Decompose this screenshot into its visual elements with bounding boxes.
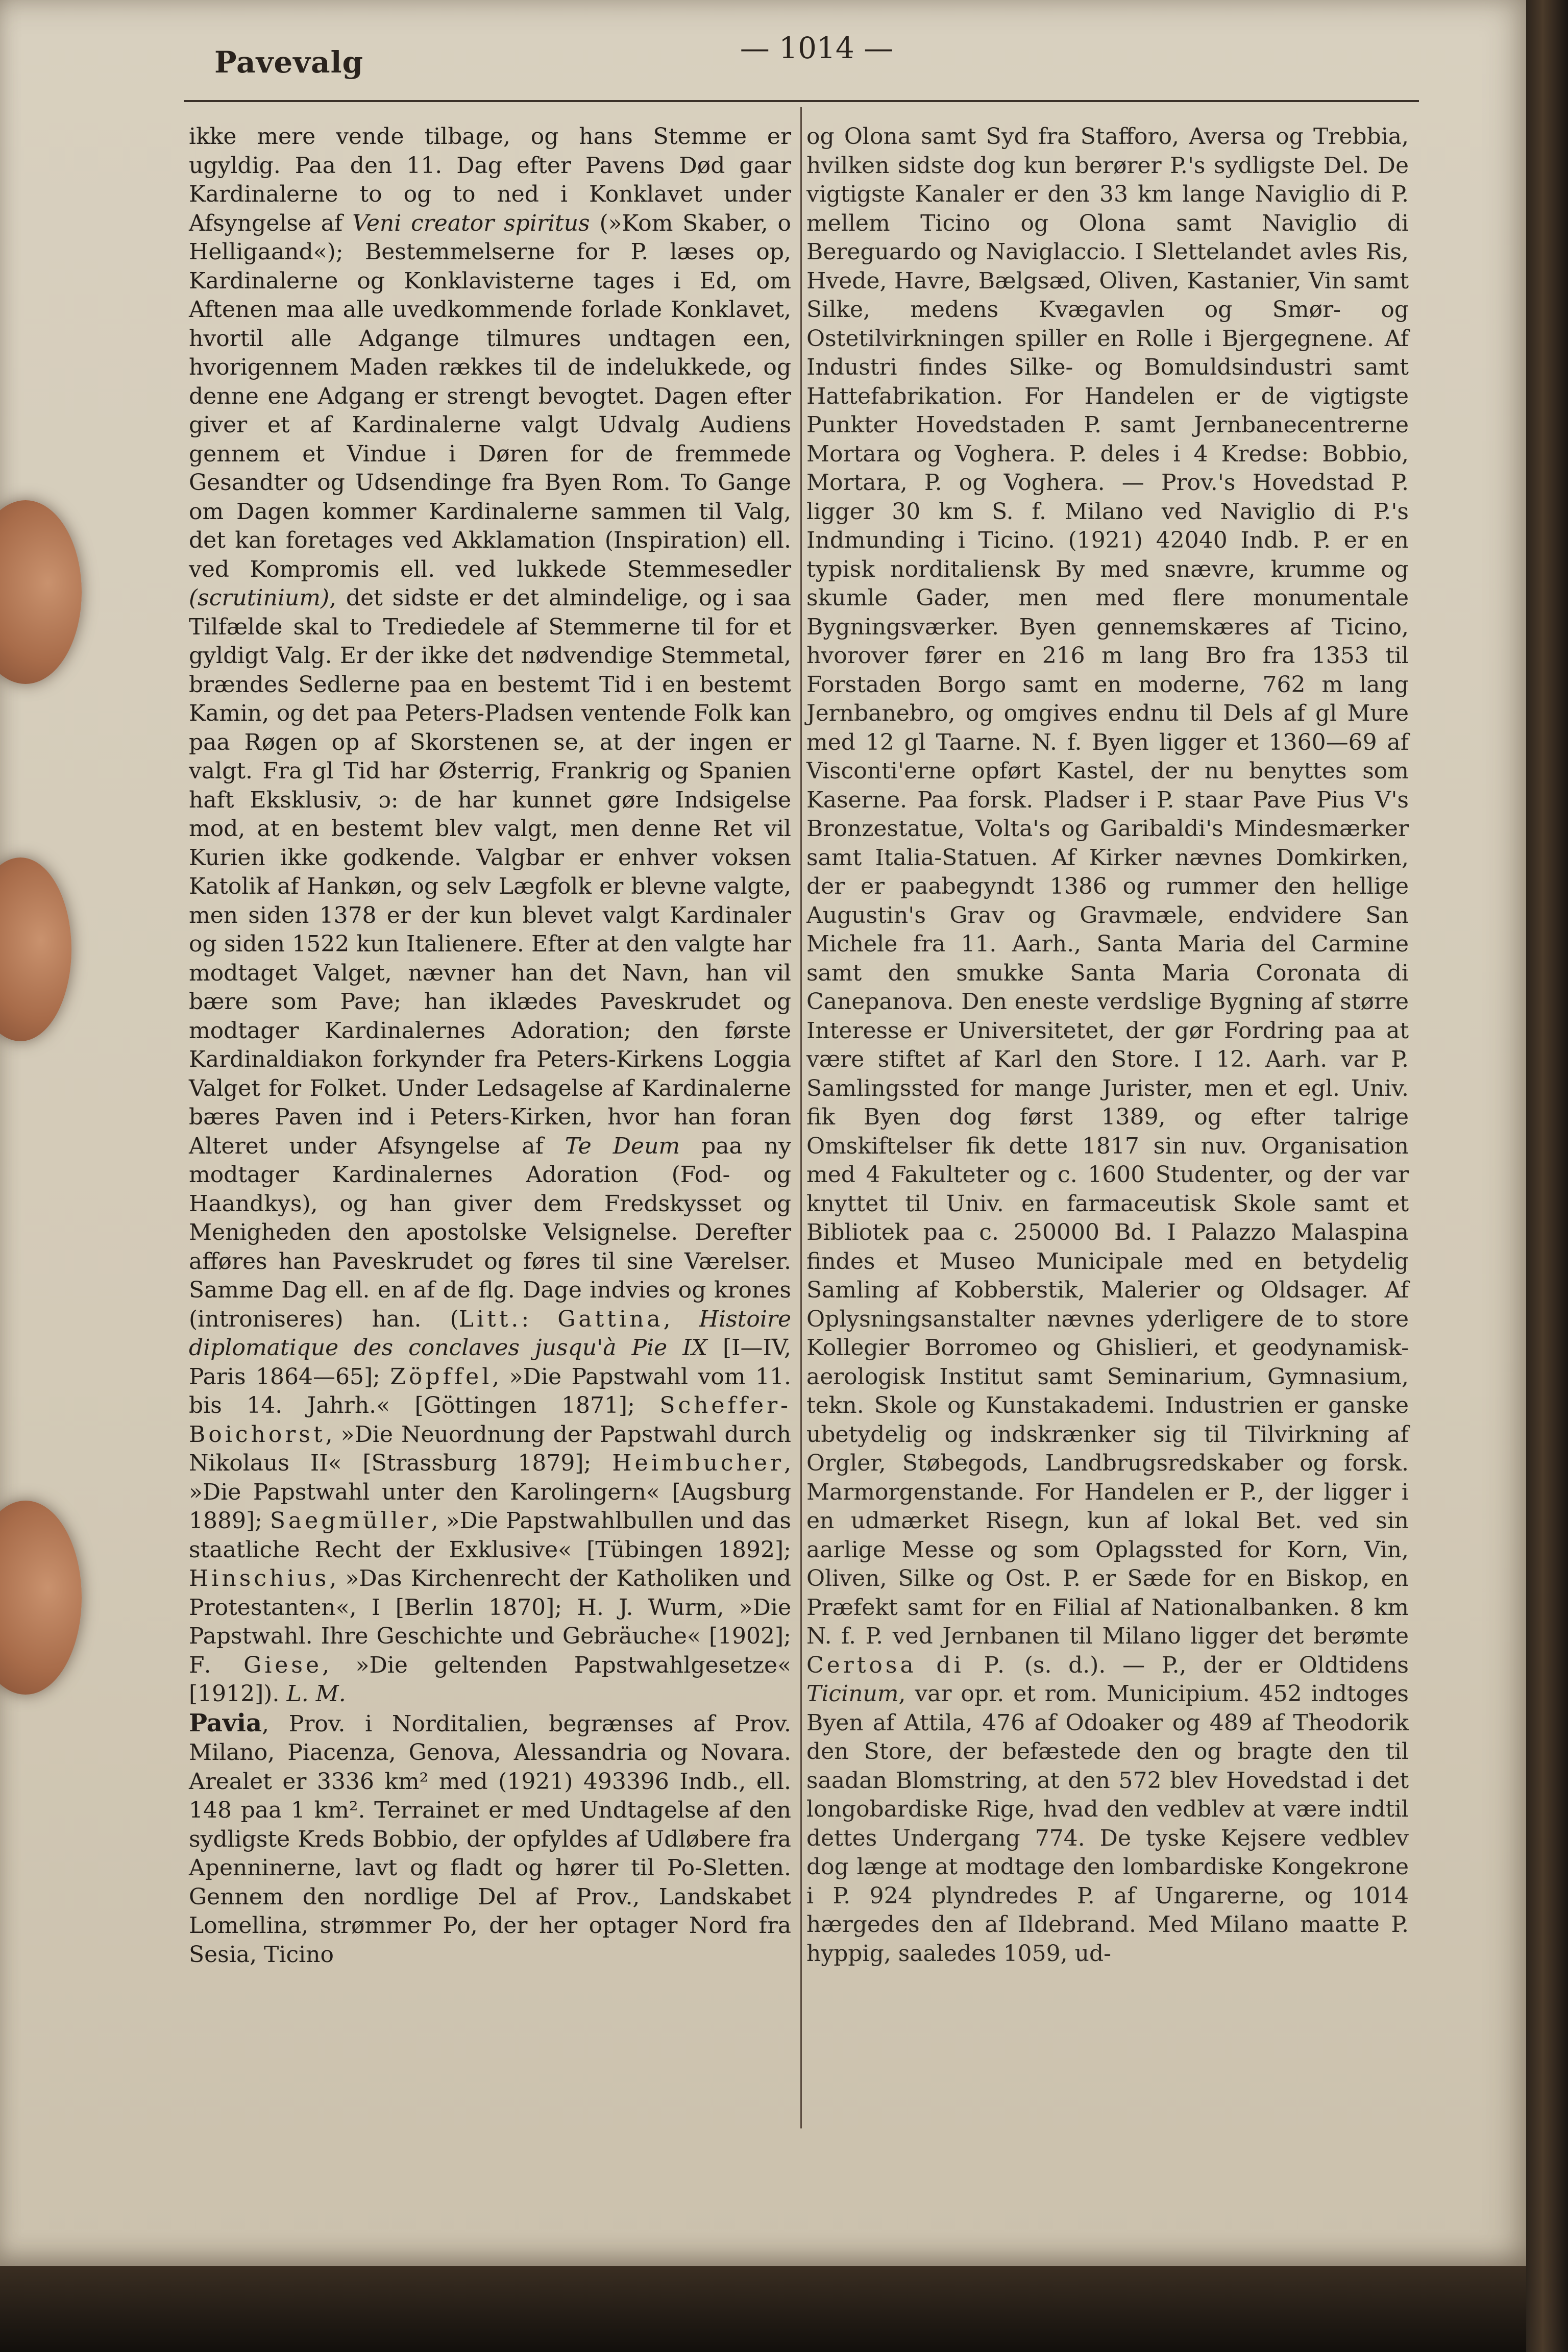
author-name: Saegmüller — [270, 1508, 431, 1534]
cross-reference: Certosa di P. — [806, 1652, 1008, 1678]
author-name: Zöpffel — [390, 1363, 493, 1390]
author-signature: L. M. — [286, 1681, 346, 1707]
author-name: Hinschius — [189, 1565, 330, 1591]
literature-label: Litt. — [458, 1306, 522, 1332]
entry-headword: Pavia — [189, 1708, 262, 1737]
page-edge-shadow — [0, 2266, 1531, 2352]
page-number: — 1014 — — [740, 31, 894, 65]
author-name: Gattina — [557, 1306, 664, 1332]
author-name: Heimbucher — [612, 1450, 784, 1476]
book-spine — [1526, 0, 1568, 2352]
author-name: Scheffer-Boichorst — [189, 1392, 791, 1448]
pavia-paragraph: Pavia, Prov. i Norditalien, begrænses af Prov. Milano, Piacenza, Genova, Alessandria og Novara. Arealet er 3336 km² med (1921) 493396 Indb., ell. 148 paa 1 km². Terrainet er med Undtagelse af den sydligste Kreds Bobbio, der opfyldes af Udløbere fra Apenninerne, lavt og fladt og hører til Po-Sletten. Gennem den nordlige Del af Prov., Landskabet Lomellina, strømmer Po, der her optager Nord fra Sesia, Ticino — [189, 1708, 791, 1968]
right-column — [806, 122, 1409, 1968]
left-column — [189, 122, 791, 1969]
author-name: F. Giese — [189, 1652, 323, 1678]
column-rule — [800, 107, 802, 2128]
pavia-continued-paragraph: og Olona samt Syd fra Stafforo, Aversa og Trebbia, hvilken sidste dog kun berører P.'s sydligste Del. De vigtigste Kanaler er den 33 km lange Naviglio di P. mellem Ticino og Olona samt Naviglio di Bereguardo og Naviglaccio. I Slettelandet avles Ris, Hvede, Havre, Bælgsæd, Oliven, Kastanier, Vin samt Silke, medens Kvægavlen og Smør- og Ostetilvirkningen spiller en Rolle i Bjergegnene. Af Industri findes Silke- og Bomuldsindustri samt Hattefabrikation. For Handelen er de vigtigste Punkter Hovedstaden P. samt Jernbanecentrerne Mortara og Voghera. P. deles i 4 Kredse: Bobbio, Mortara, P. og Voghera. — Prov.'s Hovedstad P. ligger 30 km S. f. Milano ved Naviglio di P.'s Indmunding i Ticino. (1921) 42040 Indb. P. er en typisk norditaliensk By med snævre, krumme og skumle Gader, men med flere monumentale Bygningsværker. Byen gennemskæres af Ticino, hvorover fører en 216 m lang Bro fra 1353 til Forstaden Borgo samt en moderne, 762 m lang Jernbanebro, og omgives endnu til Dels af gl Mure med 12 gl Taarne. N. f. Byen ligger et 1360—69 af Visconti'erne opført Kastel, der nu benyttes som Kaserne. Paa forsk. Pladser i P. staar Pave Pius V's Bronzestatue, Volta's og Garibaldi's Mindesmærker samt Italia-Statuen. Af Kirker nævnes Domkirken, der er paabegyndt 1386 og rummer den hellige Augustin's Grav og Gravmæle, endvidere San Michele fra 11. Aarh., Santa Maria del Carmine samt den smukke Santa Maria Coronata di Canepanova. Den eneste verdslige Bygning af større Interesse er Universitetet, der gør Fordring paa at være stiftet af Karl den Store. I 12. Aarh. var P. Samlingssted for mange Jurister, men et egl. Univ. fik Byen dog først 1389, og efter talrige Omskiftelser fik dette 1817 sin nuv. Organisation med 4 Fakulteter og c. 1600 Studenter, og der var knyttet til Univ. en farmaceutisk Skole samt et Bibliotek paa c. 250000 Bd. I Palazzo Malaspina findes et Museo Municipale med en betydelig Samling af Kobberstik, Malerier og Oldsager. Af Oplysningsanstalter nævnes yderligere de to store Kollegier Borromeo og Ghislieri, et geodynamisk-aerologisk Institut samt Seminarium, Gymnasium, tekn. Skole og Kunstakademi. Industrien er ganske ubetydelig og indskrænker sig til Tilvirkning af Orgler, Støbegods, Landbrugsredskaber og forsk. Marmorgenstande. For Handelen er P., der ligger i en udmærket Risegn, kun af lokal Bet. ved sin aarlige Messe og som Oplagssted for Korn, Vin, Oliven, Silke og Ost. P. er Sæde for en Biskop, en Præfekt samt for en Filial af Nationalbanken. 8 km N. f. P. ved Jernbanen til Milano ligger det berømte Certosa di P. (s. d.). — P., der er Oldtidens Ticinum, var opr. et rom. Municipium. 452 indtoges Byen af Attila, 476 af Odoaker og 489 af Theodorik den Store, der befæstede den og bragte den til saadan Blomstring, at den 572 blev Hovedstad i det longobardiske Rige, hvad den vedblev at være indtil dettes Undergang 774. De tyske Kejsere vedblev dog længe at modtage den lombardiske Kongekrone i P. 924 plyndredes P. af Ungarerne, og 1014 hærgedes den af Ildebrand. Med Milano maatte P. hyppig, saaledes 1059, ud- — [806, 124, 1409, 1967]
pavevalg-paragraph: ikke mere vende tilbage, og hans Stemme er ugyldig. Paa den 11. Dag efter Pavens Død gaar Kardinalerne to og to ned i Konklavet under Afsyngelse af Veni creator spiritus (»Kom Skaber, o Helligaand«); Bestemmelserne for P. læses op, Kardinalerne og Konklavisterne tages i Ed, om Aftenen maa alle uvedkommende forlade Konklavet, hvortil alle Adgange tilmures undtagen een, hvorigennem Maden rækkes til de indelukkede, og denne ene Adgang er strengt bevogtet. Dagen efter giver et af Kardinalerne valgt Udvalg Audiens gennem et Vindue i Døren for de fremmede Gesandter og Udsendinge fra Byen Rom. To Gange om Dagen kommer Kardinalerne sammen til Valg, det kan foretages ved Akklamation (Inspiration) ell. ved Kompromis ell. ved lukkede Stemmesedler (scrutinium), det sidste er det almindelige, og i saa Tilfælde skal to Trediedele af Stemmerne til for et gyldigt Valg. Er der ikke det nødvendige Stemmetal, brændes Sedlerne paa en bestemt Tid i en bestemt Kamin, og det paa Peters-Pladsen ventende Folk kan paa Røgen op af Skorstenen se, at der ingen er valgt. Fra gl Tid har Østerrig, Frankrig og Spanien haft Eksklusiv, ɔ: de har kunnet gøre Indsigelse mod, at en bestemt blev valgt, men denne Ret vil Kurien ikke godkende. Valgbar er enhver voksen Katolik af Hankøn, og selv Lægfolk er blevne valgte, men siden 1378 er der kun blevet valgt Kardinaler og siden 1522 kun Italienere. Efter at den valgte har modtaget Valget, nævner han det Navn, han vil bære som Pave; han iklædes Paveskrudet og modtager Kardinalernes Adoration; den første Kardinaldiakon forkynder fra Peters-Kirkens Loggia Valget for Folket. Under Ledsagelse af Kardinalerne bæres Paven ind i Peters-Kirken, hvor han foran Alteret under Afsyngelse af Te Deum paa ny modtager Kardinalernes Adoration (Fod- og Haandkys), og han giver dem Fredskysset og Menigheden den apostolske Velsignelse. Derefter afføres han Paveskrudet og føres til sine Værelser. Samme Dag ell. en af de flg. Dage indvies og krones (introniseres) han. (Litt.: Gattina, Histoire diplomatique des conclaves jusqu'à Pie IX [I—IV, Paris 1864—65]; Zöpffel, »Die Papstwahl vom 11. bis 14. Jahrh.« [Göttingen 1871]; Scheffer-Boichorst, »Die Neuordnung der Papstwahl durch Nikolaus II« [Strassburg 1879]; Heimbucher, »Die Papstwahl unter den Karolingern« [Augsburg 1889]; Saegmüller, »Die Papstwahlbullen und das staatliche Recht der Exklusive« [Tübingen 1892]; Hinschius, »Das Kirchenrecht der Katholiken und Protestanten«, I [Berlin 1870]; H. J. Wurm, »Die Papstwahl. Ihre Geschichte und Gebräuche« [1902]; F. Giese, »Die geltenden Papstwahlgesetze« [1912]). L. M. — [189, 124, 792, 1707]
book-title: Histoire diplomatique des conclaves jusqu'à Pie IX — [189, 1306, 791, 1361]
page-header — [214, 31, 1419, 87]
running-head: Pavevalg — [214, 45, 364, 80]
header-rule — [184, 100, 1419, 102]
